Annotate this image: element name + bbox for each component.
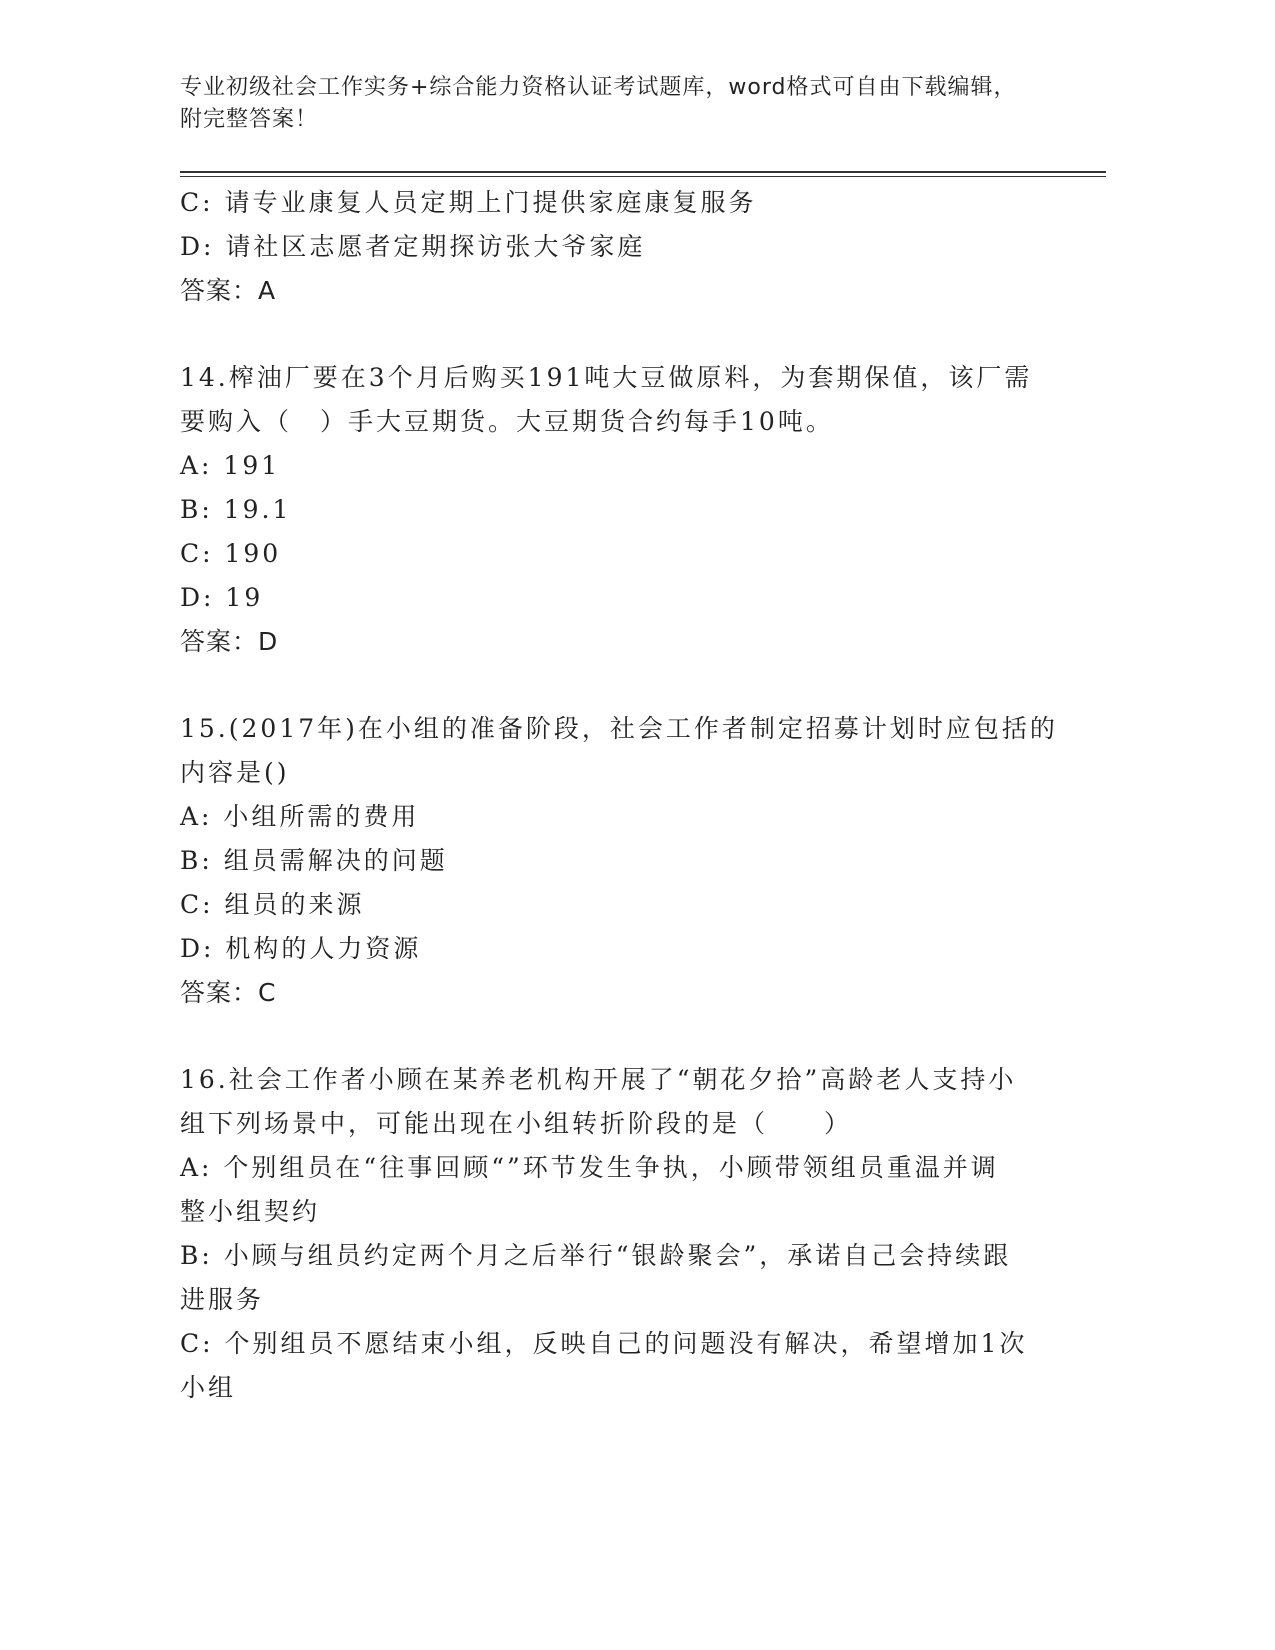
answer-line: 答案：C (180, 978, 277, 1007)
option-c-continued: 小组 (180, 1373, 237, 1402)
option-a: A: 小组所需的费用 (180, 802, 420, 831)
question-stem-line: 组下列场景中，可能出现在小组转折阶段的是（ ） (180, 1109, 853, 1138)
page-content (180, 181, 1058, 1410)
option-d: D: 机构的人力资源 (180, 934, 422, 963)
answer-line: 答案：D (180, 627, 279, 656)
question-16 (180, 1058, 1040, 1410)
question-stem-line: 15.(2017年)在小组的准备阶段，社会工作者制定招募计划时应包括的 (180, 714, 1058, 743)
option-a-continued: 整小组契约 (180, 1197, 321, 1226)
option-c: C: 组员的来源 (180, 890, 365, 919)
option-d: D: 请社区志愿者定期探访张大爷家庭 (180, 232, 646, 261)
question-14 (180, 356, 1040, 664)
header-line-2: 附完整答案！ (180, 107, 319, 132)
header-rule-thick (180, 171, 1106, 173)
option-c: C: 个别组员不愿结束小组，反映自己的问题没有解决，希望增加1次 (180, 1329, 1028, 1358)
question-15 (180, 707, 1058, 1015)
page-header (180, 72, 1060, 136)
option-c: C: 请专业康复人员定期上门提供家庭康复服务 (180, 188, 757, 217)
header-rule-thin (180, 176, 1106, 177)
option-a: A: 191 (180, 451, 281, 480)
option-b: B: 组员需解决的问题 (180, 846, 448, 875)
option-d: D: 19 (180, 583, 264, 612)
option-c: C: 190 (180, 539, 282, 568)
question-13-continued (180, 181, 1040, 313)
option-a: A: 个别组员在“往事回顾“”环节发生争执，小顾带领组员重温并调 (180, 1153, 999, 1182)
question-stem-line: 要购入（ ）手大豆期货。大豆期货合约每手10吨。 (180, 407, 834, 436)
header-line-1: 专业初级社会工作实务+综合能力资格认证考试题库，word格式可自由下载编辑， (180, 75, 1017, 100)
question-stem-line: 14.榨油厂要在3个月后购买191吨大豆做原料，为套期保值，该厂需 (180, 363, 1033, 392)
question-stem-line: 16.社会工作者小顾在某养老机构开展了“朝花夕拾”高龄老人支持小 (180, 1065, 1017, 1094)
question-stem-line: 内容是() (180, 758, 290, 787)
option-b: B: 19.1 (180, 495, 292, 524)
option-b-continued: 进服务 (180, 1285, 265, 1314)
answer-line: 答案：A (180, 276, 277, 305)
option-b: B: 小顾与组员约定两个月之后举行“银龄聚会”，承诺自己会持续跟 (180, 1241, 1012, 1270)
